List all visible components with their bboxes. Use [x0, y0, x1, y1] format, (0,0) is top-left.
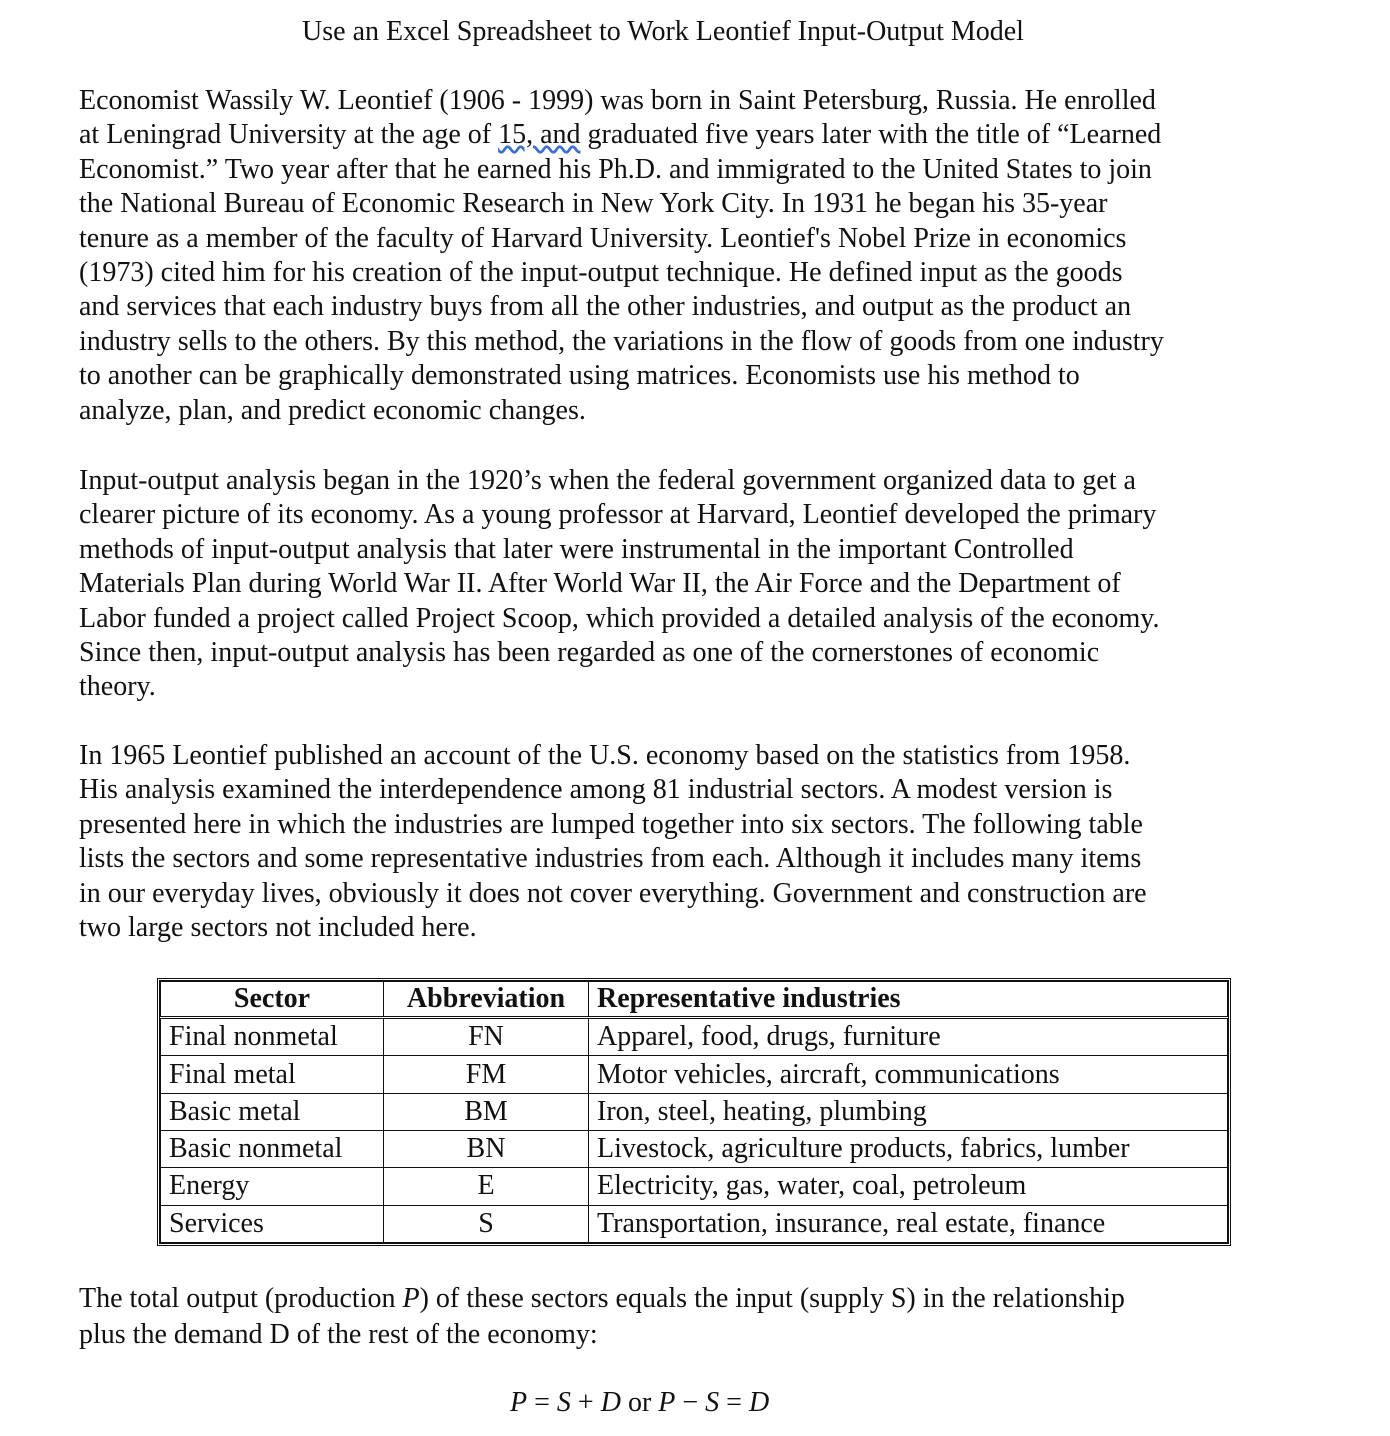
paragraph-history: Input-output analysis began in the 1920’s when the federal government organized data to get a clearer picture of its economy. As a young professor at Harvard, Leontief developed the primary methods of input-output analysis that later were instrumental in the important Controlled Materials Plan during World War II. After World War II, the Air Force and the Department of Labor funded a project called Project Scoop, which provided a detailed analysis of the economy. Since then, input-output analysis has been regarded as one of the cornerstones of economic theory.: [79, 465, 1160, 703]
eq-var: S: [556, 1387, 571, 1418]
equation: [510, 1385, 769, 1421]
grammar-flagged-text[interactable]: 15, and: [498, 119, 581, 151]
eq-var: P: [510, 1387, 528, 1418]
cell-abbreviation: BN: [384, 1131, 589, 1168]
eq-text: or: [620, 1387, 659, 1418]
table-row: [161, 1018, 1228, 1056]
cell-sector: Basic nonmetal: [161, 1131, 384, 1168]
eq-var: P: [658, 1387, 676, 1418]
paragraph-text: Economist Wassily W. Leontief (1906 - 1999) was born in Saint Petersburg, Russia. He enrolled at Leningrad University at the age of: [79, 85, 1156, 151]
cell-sector: Final nonmetal: [161, 1018, 384, 1056]
cell-abbreviation: FM: [384, 1056, 589, 1093]
cell-industries: Electricity, gas, water, coal, petroleum: [589, 1168, 1228, 1205]
cell-sector: Energy: [161, 1168, 384, 1205]
sectors-table: [160, 981, 1228, 1243]
cell-industries: Apparel, food, drugs, furniture: [589, 1018, 1228, 1056]
header-abbreviation: Abbreviation: [384, 982, 589, 1018]
table-row: [161, 1093, 1228, 1130]
cell-sector: Basic metal: [161, 1093, 384, 1130]
cell-sector: Final metal: [161, 1056, 384, 1093]
paragraph-text: graduated five years later with the title of “Learned Economist.” Two year after that he earned his Ph.D. and immigrated to the United States to join the National Bureau of Economic Research in New York City. In 1931 he began his 35-year tenure as a member of the faculty of Harvard University. Leontief's Nobel Prize in economics (1973) cited him for his creation of the input-output technique. He defined input as the goods and services that each industry buys from all the other industries, and output as the product an industry sells to the others. By this method, the variations in the flow of goods from one industry to another can be graphically demonstrated using matrices. Economists use his method to analyze, plan, and predict economic changes.: [79, 119, 1164, 426]
cell-abbreviation: S: [384, 1205, 589, 1242]
variable-p: P: [402, 1283, 420, 1314]
table-row: [161, 1205, 1228, 1242]
cell-abbreviation: BM: [384, 1093, 589, 1130]
sectors-table-frame: [157, 978, 1231, 1246]
paragraph-sectors-intro: In 1965 Leontief published an account of the U.S. economy based on the statistics from 1958. His analysis examined the interdependence among 81 industrial sectors. A modest version is presented here in which the industries are lumped together into six sectors. The following table lists the sectors and some representative industries from each. Although it includes many items in our everyday lives, obviously it does not cover everything. Government and construction are two large sectors not included here.: [79, 740, 1147, 944]
cell-industries: Transportation, insurance, real estate, finance: [589, 1205, 1228, 1242]
cell-industries: Iron, steel, heating, plumbing: [589, 1093, 1228, 1130]
eq-op: +: [570, 1387, 601, 1418]
header-sector: Sector: [161, 982, 384, 1018]
paragraph-output-relationship: [79, 1281, 1279, 1353]
paragraph-text: ) of these sectors equals the input (supply S) in the relationship plus the demand D of the rest of the economy:: [79, 1283, 1125, 1350]
table-row: [161, 1056, 1228, 1093]
paragraph-text: The total output (production: [79, 1283, 403, 1314]
eq-op: =: [527, 1387, 557, 1418]
eq-op: −: [675, 1387, 706, 1418]
cell-abbreviation: FN: [384, 1018, 589, 1056]
paragraph-biography: [79, 84, 1279, 428]
cell-sector: Services: [161, 1205, 384, 1242]
eq-var: S: [705, 1387, 720, 1418]
table-header-row: [161, 982, 1228, 1018]
eq-op: =: [719, 1387, 749, 1418]
document-title: Use an Excel Spreadsheet to Work Leontief Input-Output Model: [302, 16, 1024, 47]
header-representative-industries: Representative industries: [589, 982, 1228, 1018]
cell-industries: Livestock, agriculture products, fabrics, lumber: [589, 1131, 1228, 1168]
cell-abbreviation: E: [384, 1168, 589, 1205]
eq-var: D: [600, 1387, 621, 1418]
table-row: [161, 1131, 1228, 1168]
eq-var: D: [748, 1387, 770, 1418]
table-row: [161, 1168, 1228, 1205]
cell-industries: Motor vehicles, aircraft, communications: [589, 1056, 1228, 1093]
